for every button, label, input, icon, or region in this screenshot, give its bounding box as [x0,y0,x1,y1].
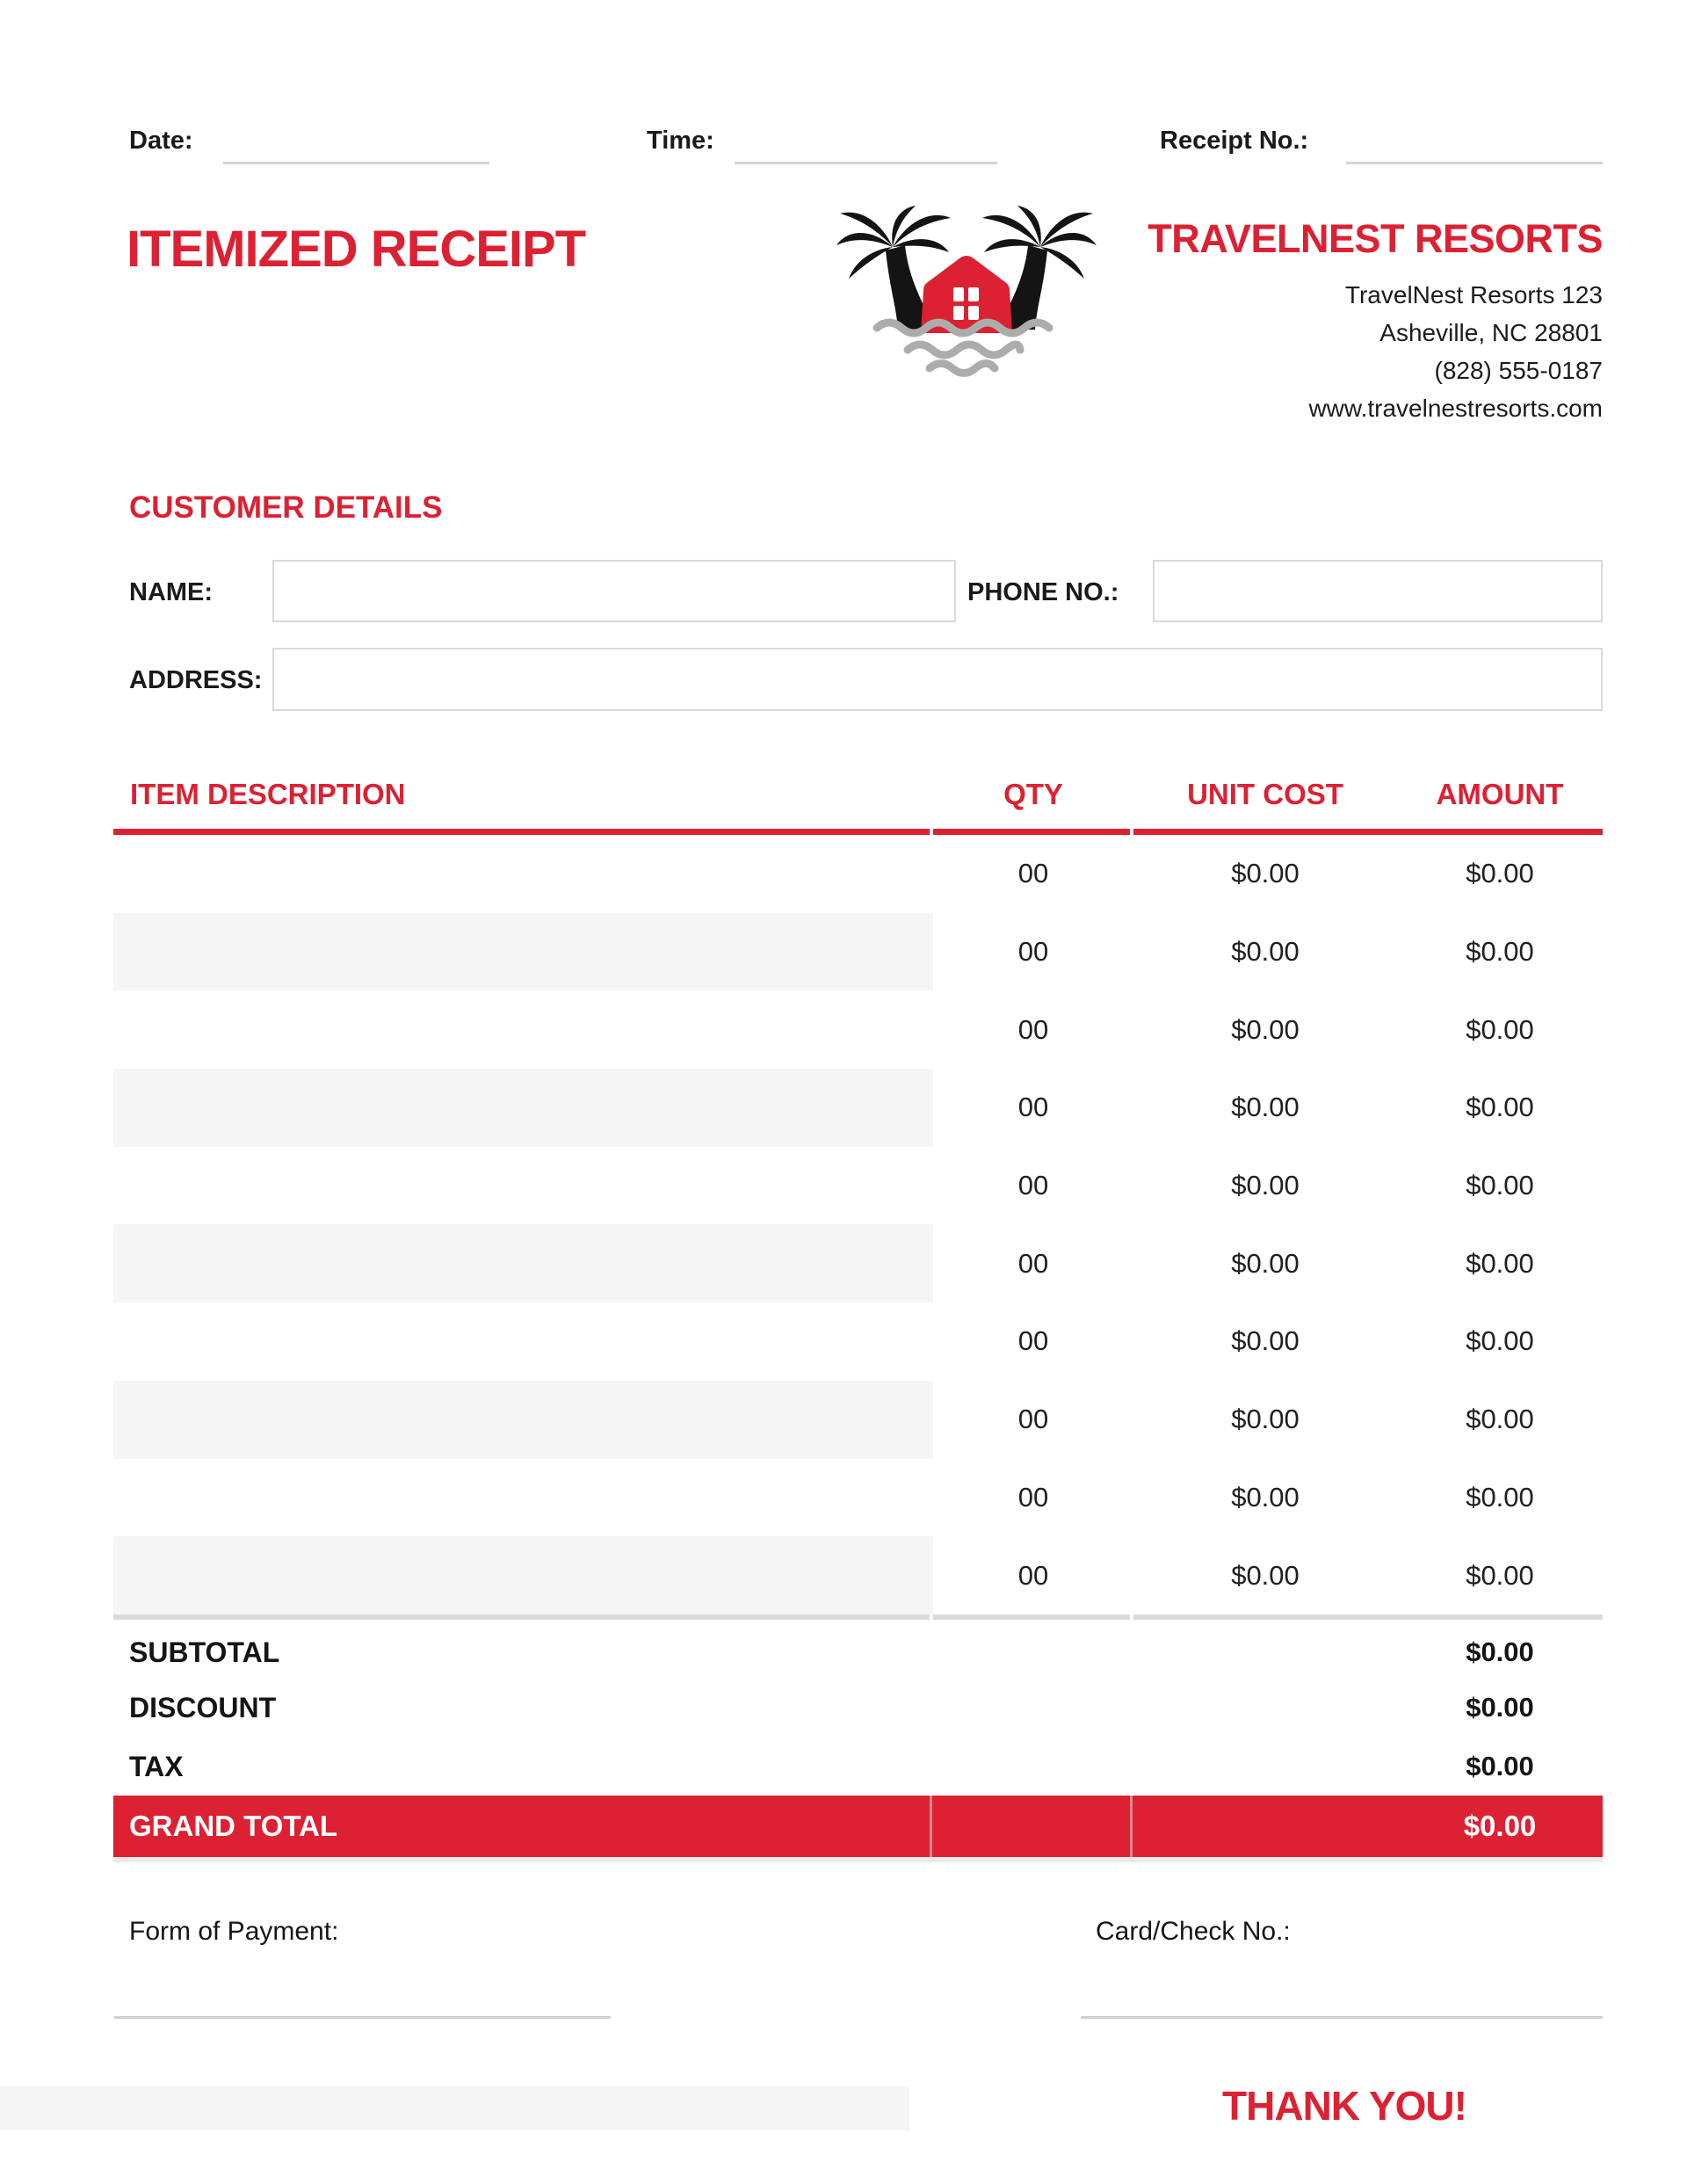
item-description-cell[interactable] [113,1302,933,1381]
grand-total-column-separator [1130,1796,1133,1857]
qty-cell[interactable]: 00 [1017,1170,1049,1201]
table-row [113,1381,1603,1459]
qty-cell[interactable]: 00 [1017,1404,1049,1435]
table-row [113,913,1603,991]
receipt-no-label: Receipt No.: [1160,127,1309,155]
name-input[interactable] [274,562,954,620]
qty-cell[interactable]: 00 [1017,936,1049,968]
item-description-cell[interactable] [113,1147,933,1225]
date-input[interactable] [223,162,489,164]
grand-total-value: $0.00 [1463,1810,1537,1842]
unit-cost-cell[interactable]: $0.00 [1231,936,1300,968]
unit-cost-cell[interactable]: $0.00 [1231,1092,1300,1123]
address-input[interactable] [274,649,1601,709]
customer-details-heading: CUSTOMER DETAILS [129,490,443,525]
item-description-cell[interactable] [113,1224,933,1302]
column-header-item-description: ITEM DESCRIPTION [130,778,406,810]
item-description-cell[interactable] [113,1069,933,1147]
resort-logo [835,205,1098,385]
grand-total-column-separator [930,1796,932,1857]
amount-cell[interactable]: $0.00 [1466,936,1534,968]
item-description-cell[interactable] [113,835,933,913]
table-header-underline [113,829,1603,835]
qty-cell[interactable]: 00 [1017,1092,1049,1123]
item-description-cell[interactable] [113,1381,933,1459]
form-of-payment-label: Form of Payment: [129,1917,339,1946]
receipt-no-input[interactable] [1346,162,1603,164]
card-check-no-input[interactable] [1081,2016,1603,2019]
unit-cost-cell[interactable]: $0.00 [1231,1013,1300,1045]
column-header-unit-cost: UNIT COST [1187,778,1343,810]
company-address-line2: Asheville, NC 28801 [1379,319,1603,346]
time-input[interactable] [735,162,997,164]
amount-cell[interactable]: $0.00 [1466,1247,1534,1279]
amount-cell[interactable]: $0.00 [1466,1013,1534,1045]
time-label: Time: [647,127,714,155]
table-bottom-divider [113,1614,1603,1620]
date-label: Date: [129,127,193,155]
qty-cell[interactable]: 00 [1017,1481,1049,1513]
amount-cell[interactable]: $0.00 [1466,1325,1534,1357]
palm-trees-house-logo-icon [835,205,1098,385]
amount-cell[interactable]: $0.00 [1466,1404,1534,1435]
table-row [113,1069,1603,1147]
unit-cost-cell[interactable]: $0.00 [1231,1481,1300,1513]
table-row [113,1302,1603,1381]
phone-input[interactable] [1155,562,1601,620]
discount-label: DISCOUNT [129,1692,277,1723]
table-row [113,1536,1603,1614]
table-row [113,1459,1603,1537]
page-title: ITEMIZED RECEIPT [127,221,586,278]
amount-cell[interactable]: $0.00 [1466,858,1534,889]
grand-total-label: GRAND TOTAL [129,1810,338,1842]
grand-total-bar [113,1796,1603,1857]
unit-cost-cell[interactable]: $0.00 [1231,858,1300,889]
qty-cell[interactable]: 00 [1017,1247,1049,1279]
subtotal-label: SUBTOTAL [129,1636,280,1668]
card-check-no-label: Card/Check No.: [1096,1917,1291,1946]
tax-value: $0.00 [1466,1751,1534,1781]
subtotal-value: $0.00 [1466,1636,1534,1667]
amount-cell[interactable]: $0.00 [1466,1092,1534,1123]
qty-cell[interactable]: 00 [1017,1559,1049,1591]
company-address-line1: TravelNest Resorts 123 [1344,281,1603,308]
company-info-block [1148,216,1603,427]
name-field-box [272,560,956,622]
unit-cost-cell[interactable]: $0.00 [1231,1559,1300,1591]
qty-cell[interactable]: 00 [1017,1325,1049,1357]
phone-field-box [1153,560,1603,622]
amount-cell[interactable]: $0.00 [1466,1170,1534,1201]
unit-cost-cell[interactable]: $0.00 [1231,1170,1300,1201]
waves-icon [877,323,1049,374]
amount-cell[interactable]: $0.00 [1466,1559,1534,1591]
items-table-header [113,766,1603,823]
column-header-qty: QTY [1003,778,1063,810]
company-name: TRAVELNEST RESORTS [1148,216,1603,261]
bottom-gray-bar [0,2086,909,2130]
thank-you-text: THANK YOU! [1222,2083,1466,2129]
unit-cost-cell[interactable]: $0.00 [1231,1404,1300,1435]
company-website: www.travelnestresorts.com [1308,395,1603,422]
phone-label: PHONE NO.: [967,578,1119,606]
name-label: NAME: [129,578,214,606]
unit-cost-cell[interactable]: $0.00 [1231,1247,1300,1279]
items-table-body [113,835,1603,1614]
unit-cost-cell[interactable]: $0.00 [1231,1325,1300,1357]
table-row [113,835,1603,913]
address-label: ADDRESS: [129,666,263,694]
item-description-cell[interactable] [113,1536,933,1614]
form-of-payment-input[interactable] [114,2016,611,2019]
address-field-box [272,648,1603,711]
tax-label: TAX [129,1751,184,1782]
table-row [113,990,1603,1069]
item-description-cell[interactable] [113,1459,933,1537]
qty-cell[interactable]: 00 [1017,858,1049,889]
table-row [113,1147,1603,1225]
table-row [113,1224,1603,1302]
discount-value: $0.00 [1466,1692,1534,1723]
company-phone: (828) 555-0187 [1434,357,1603,384]
amount-cell[interactable]: $0.00 [1466,1481,1534,1513]
item-description-cell[interactable] [113,990,933,1069]
column-header-amount: AMOUNT [1436,778,1564,810]
item-description-cell[interactable] [113,913,933,991]
qty-cell[interactable]: 00 [1017,1013,1049,1045]
